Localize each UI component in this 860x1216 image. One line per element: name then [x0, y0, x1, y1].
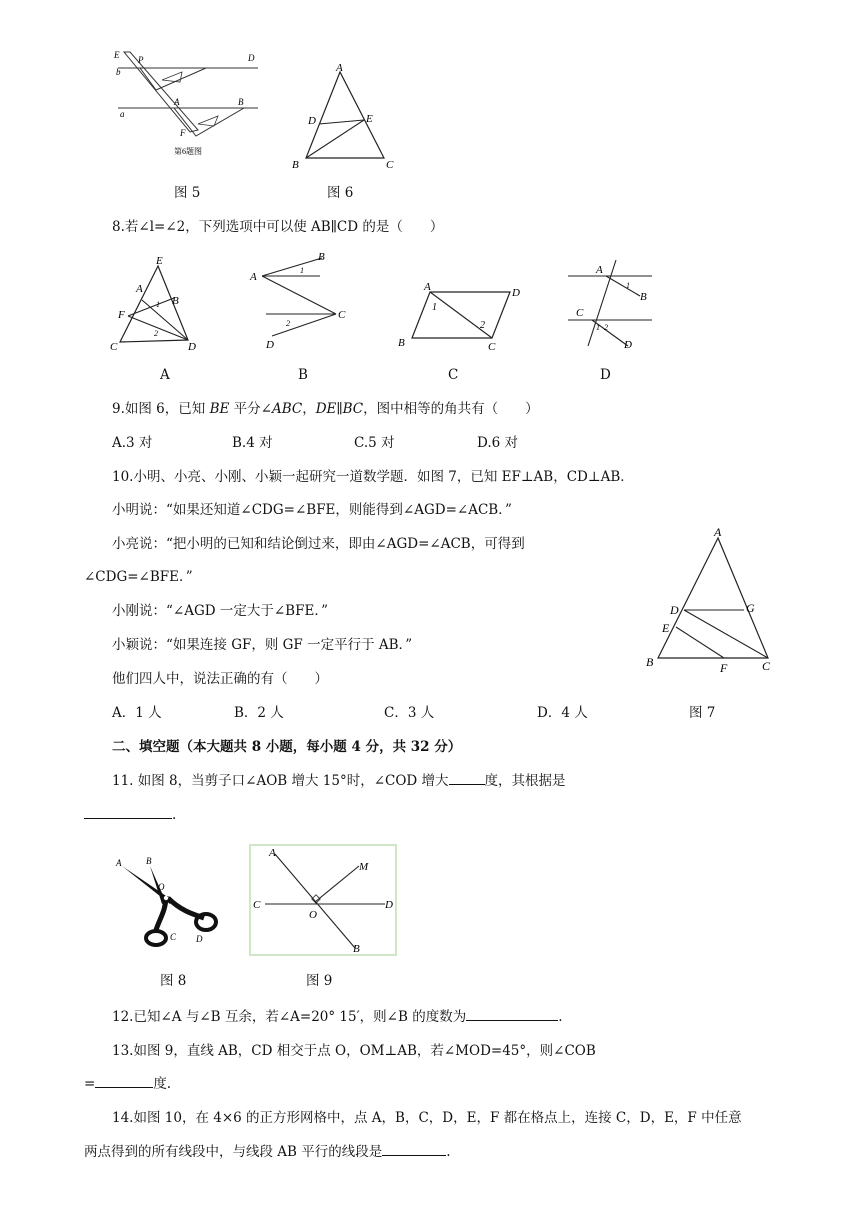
figure-8	[108, 852, 228, 952]
opta-label-e: E	[156, 255, 163, 267]
q9-option-c: C.5 对	[354, 435, 395, 451]
q13-eq: =	[84, 1076, 96, 1092]
fig6-label-c: C	[386, 159, 394, 171]
q11-text-post: 度，其根据是	[484, 773, 566, 789]
q9-stem-be: BE	[209, 401, 230, 417]
optd-label-2: 2	[604, 323, 608, 332]
fig5-label-a-lower: a	[120, 109, 125, 119]
fig5-label-f: F	[180, 128, 186, 138]
optc-label-b: B	[398, 337, 405, 349]
q12	[112, 1008, 563, 1026]
q14-line2	[84, 1143, 451, 1161]
optd-label-1-bottom: 1	[596, 323, 600, 332]
q14-end: .	[446, 1144, 451, 1160]
q9-stem-debc: DE∥BC	[315, 401, 364, 417]
fig9-label-d: D	[385, 899, 393, 911]
q9-stem-mid: 平分∠	[229, 401, 272, 417]
q13-line2	[84, 1075, 171, 1093]
fig5-label-p: P	[138, 55, 144, 65]
fig6-caption: 图 6	[327, 185, 354, 201]
q12-text: 12.已知∠A 与∠B 互余，若∠A=20° 15′，则∠B 的度数为	[112, 1009, 467, 1025]
fig7-label-f: F	[720, 661, 728, 675]
optc-label-1: 1	[432, 302, 437, 313]
q12-end: .	[558, 1009, 563, 1025]
fig6-label-a: A	[336, 62, 343, 74]
fig9-label-o: O	[309, 909, 317, 921]
fig8-label-c: C	[170, 932, 177, 942]
q12-blank	[466, 1008, 558, 1021]
fig5-label-e: E	[114, 50, 120, 60]
fig7-label-c: C	[762, 659, 771, 673]
fig8-label-o: O	[158, 882, 165, 892]
fig6-label-b: B	[292, 159, 299, 171]
q11-line2	[84, 806, 176, 824]
q10-line-xiaoming: 小明说：“如果还知道∠CDG=∠BFE，则能得到∠AGD=∠ACB．”	[112, 502, 512, 518]
q8-option-a-figure	[108, 250, 208, 352]
fig9-label-c: C	[253, 899, 261, 911]
fig5-label-a: A	[174, 97, 180, 107]
q11-blank-degree	[449, 772, 485, 785]
q10-line-xiaoliang: 小亮说：“把小明的已知和结论倒过来，即由∠AGD=∠ACB，可得到	[112, 536, 525, 552]
fig7-label-a: A	[714, 525, 722, 539]
q8-option-d-figure	[566, 256, 658, 352]
optc-label-c: C	[488, 341, 496, 352]
opta-label-1: 1	[156, 300, 160, 309]
q9-option-b: B.4 对	[232, 435, 273, 451]
q10-line-xiaoliang-cont: ∠CDG=∠BFE．”	[84, 569, 193, 585]
fig8-label-a: A	[116, 858, 122, 868]
opta-label-2: 2	[154, 329, 158, 338]
q10-option-b: B．2 人	[234, 705, 284, 721]
q10-line-xiaogang: 小刚说：“∠AGD 一定大于∠BFE．”	[112, 603, 328, 619]
q9-option-a: A.3 对	[112, 435, 153, 451]
fig6-label-e: E	[366, 113, 373, 125]
fig7-caption: 图 7	[689, 705, 716, 721]
q14-line1: 14.如图 10，在 4×6 的正方形网格中，点 A，B，C，D，E，F 都在格点上，连接 C，D，E，F 中任意	[112, 1110, 742, 1126]
q13-blank	[95, 1075, 153, 1088]
fig5-label-b-upper: B	[238, 97, 244, 107]
fig5-label-b: b	[116, 67, 121, 77]
fig9-label-a: A	[269, 847, 276, 859]
figure-7	[644, 524, 778, 676]
q11-line2-end: .	[172, 807, 177, 823]
q9-stem-sep: ，	[302, 401, 316, 417]
fig7-label-d: D	[670, 603, 679, 617]
q10-stem: 10.小明、小亮、小刚、小颖一起研究一道数学题．如图 7，已知 EF⊥AB，CD⊥AB．	[112, 469, 634, 485]
q9-stem	[112, 400, 539, 418]
opta-label-b: B	[172, 295, 179, 307]
optd-label-1-top: 1	[626, 281, 630, 290]
q14-text: 两点得到的所有线段中，与线段 AB 平行的线段是	[84, 1144, 383, 1160]
q8-option-d: D	[600, 367, 611, 383]
fig9-label-m: M	[359, 861, 369, 873]
optb-label-b: B	[318, 251, 325, 263]
opta-label-c: C	[110, 341, 118, 352]
q8-option-c-figure	[394, 276, 534, 352]
fig7-label-e: E	[662, 621, 670, 635]
fig8-caption: 图 8	[160, 973, 187, 989]
optc-label-d: D	[512, 287, 520, 299]
q13-line1: 13.如图 9，直线 AB，CD 相交于点 O，OM⊥AB，若∠MOD=45°，则∠COB	[112, 1043, 596, 1059]
q14-blank	[382, 1143, 446, 1156]
fig7-label-b: B	[646, 655, 654, 669]
figure-9	[249, 844, 397, 956]
q9-stem-pre: 9.如图 6，已知	[112, 401, 210, 417]
optd-label-c: C	[576, 307, 584, 319]
optb-label-1: 1	[300, 266, 304, 275]
q9-stem-post: ，图中相等的角共有（ ）	[363, 401, 539, 417]
optc-label-2: 2	[480, 320, 485, 331]
fig8-label-d: D	[196, 934, 203, 944]
q8-option-b: B	[298, 367, 308, 383]
optd-label-b: B	[640, 291, 647, 303]
optb-label-d: D	[266, 339, 274, 351]
fig5-label-d: D	[248, 53, 255, 63]
figure-6	[288, 60, 398, 172]
q10-line-xiaoying: 小颖说：“如果连接 GF，则 GF 一定平行于 AB．”	[112, 637, 413, 653]
optb-label-c: C	[338, 309, 346, 321]
optd-label-a: A	[596, 264, 603, 276]
fig9-label-b: B	[353, 943, 360, 954]
q13-unit: 度.	[153, 1076, 172, 1092]
q8-stem: 8.若∠l=∠2，下列选项中可以使 AB∥CD 的是（ ）	[112, 219, 444, 235]
figure-5	[108, 46, 268, 162]
q8-option-c: C	[448, 367, 459, 383]
optc-label-a: A	[424, 281, 431, 293]
q11-line1	[112, 772, 566, 790]
q11-text-pre: 11. 如图 8，当剪子口∠AOB 增大 15°时，∠COD 增大	[112, 773, 449, 789]
q10-option-c: C．3 人	[384, 705, 435, 721]
optb-label-a: A	[250, 271, 257, 283]
fig6-label-d: D	[308, 115, 316, 127]
q10-question: 他们四人中，说法正确的有（ ）	[112, 671, 328, 687]
fig7-label-g: G	[746, 601, 755, 615]
section-2-title: 二、填空题（本大题共 8 小题，每小题 4 分，共 32 分）	[112, 739, 462, 755]
q9-stem-abc: ABC	[271, 401, 303, 417]
q10-option-d: D．4 人	[537, 705, 588, 721]
fig8-label-b: B	[146, 856, 152, 866]
opta-label-a: A	[136, 283, 143, 295]
fig5-caption: 图 5	[174, 185, 201, 201]
fig9-caption: 图 9	[306, 973, 333, 989]
optb-label-2: 2	[286, 319, 290, 328]
q8-option-a: A	[160, 367, 170, 383]
q11-blank-reason	[84, 806, 172, 819]
optd-label-d: D	[624, 339, 632, 351]
q10-option-a: A．1 人	[112, 705, 162, 721]
q8-option-b-figure	[244, 246, 356, 352]
opta-label-d: D	[188, 341, 196, 352]
q9-option-d: D.6 对	[477, 435, 519, 451]
fig5-inner-caption: 第6题图	[174, 147, 202, 156]
opta-label-f: F	[118, 309, 125, 321]
